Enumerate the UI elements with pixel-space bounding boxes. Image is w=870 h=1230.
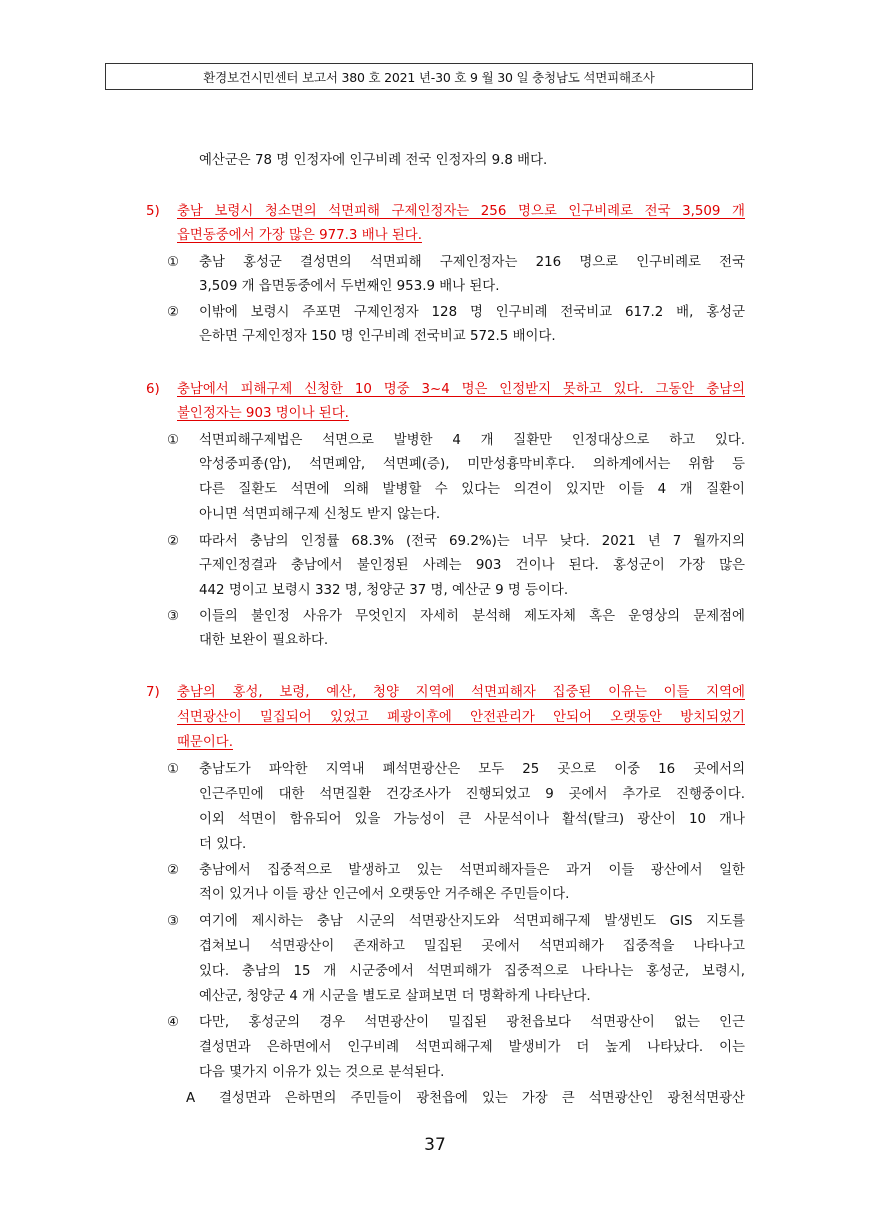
- item-marker: ③: [167, 609, 180, 624]
- item-line: 구제인정결과 충남에서 불인정된 사례는 903 건이나 된다. 홍성군이 가장 많은: [199, 558, 745, 573]
- item-line: 다만, 홍성군의 경우 석면광산이 밀집된 광천읍보다 석면광산이 없는 인근: [199, 1015, 745, 1030]
- item-line: 있다. 충남의 15 개 시군중에서 석면피해가 집중적으로 나타나는 홍성군, 보령시,: [199, 964, 745, 979]
- item-line: 아니면 석면피해구제 신청도 받지 않는다.: [199, 507, 441, 522]
- item-line: 충남에서 집중적으로 발생하고 있는 석면피해자들은 과거 이들 광산에서 일한: [199, 863, 745, 878]
- item-marker: ③: [167, 914, 180, 929]
- page-number: 37: [424, 1135, 446, 1155]
- section-6-heading-line: 불인정자는 903 명이나 된다.: [177, 406, 349, 421]
- item-line: 결성면과 은하면에서 인구비례 석면피해구제 발생비가 더 높게 나타났다. 이는: [199, 1040, 745, 1055]
- section-6-heading-line: 충남에서 피해구제 신청한 10 명중 3~4 명은 인정받지 못하고 있다. 그동안 충남의: [177, 382, 745, 397]
- section-7-heading-line: 때문이다.: [177, 735, 233, 750]
- item-line: 적이 있거나 이들 광산 인근에서 오랫동안 거주해온 주민들이다.: [199, 887, 570, 902]
- item-marker: ①: [167, 762, 180, 777]
- item-line: 이밖에 보령시 주포면 구제인정자 128 명 인구비례 전국비교 617.2 배, 홍성군: [199, 305, 745, 320]
- item-line: 충남 홍성군 결성면의 석면피해 구제인정자는 216 명으로 인구비례로 전국: [199, 255, 745, 270]
- item-line: 예산군, 청양군 4 개 시군을 별도로 살펴보면 더 명확하게 나타난다.: [199, 989, 591, 1004]
- item-marker: ②: [167, 863, 180, 878]
- item-marker: ④: [167, 1015, 180, 1030]
- item-line: 여기에 제시하는 충남 시군의 석면광산지도와 석면피해구제 발생빈도 GIS 지도를: [199, 914, 745, 929]
- item-line: 충남도가 파악한 지역내 폐석면광산은 모두 25 곳으로 이중 16 곳에서의: [199, 762, 745, 777]
- item-line: 다음 몇가지 이유가 있는 것으로 분석된다.: [199, 1065, 445, 1080]
- item-line: 따라서 충남의 인정률 68.3% (전국 69.2%)는 너무 낮다. 2021 년 7 월까지의: [199, 534, 745, 549]
- section-5-number: 5): [146, 204, 160, 219]
- section-7-number: 7): [146, 685, 160, 700]
- section-6-number: 6): [146, 382, 160, 397]
- item-marker: ②: [167, 534, 180, 549]
- report-header: 환경보건시민센터 보고서 380 호 2021 년-30 호 9 월 30 일 충청남도 석면피해조사: [105, 63, 753, 90]
- sub-item-marker: A: [186, 1091, 196, 1106]
- item-line: 은하면 구제인정자 150 명 인구비례 전국비교 572.5 배이다.: [199, 329, 556, 344]
- item-marker: ①: [167, 255, 180, 270]
- item-line: 더 있다.: [199, 837, 247, 852]
- item-marker: ①: [167, 433, 180, 448]
- sub-item-line: 결성면과 은하면의 주민들이 광천읍에 있는 가장 큰 석면광산인 광천석면광산: [219, 1091, 745, 1106]
- item-line: 겹쳐보니 석면광산이 존재하고 밀집된 곳에서 석면피해가 집중적을 나타나고: [199, 939, 745, 954]
- section-5-heading-line: 충남 보령시 청소면의 석면피해 구제인정자는 256 명으로 인구비례로 전국 3,509 개: [177, 204, 745, 219]
- item-line: 442 명이고 보령시 332 명, 청양군 37 명, 예산군 9 명 등이다.: [199, 583, 569, 598]
- section-5-heading-line: 읍면동중에서 가장 많은 977.3 배나 된다.: [177, 228, 422, 243]
- intro-line: 예산군은 78 명 인정자에 인구비례 전국 인정자의 9.8 배다.: [199, 153, 548, 168]
- item-line: 악성중피종(암), 석면폐암, 석면폐(증), 미만성흉막비후다. 의하계에서는 위함 등: [199, 457, 745, 472]
- section-7-heading-line: 석면광산이 밀집되어 있었고 폐광이후에 안전관리가 안되어 오랫동안 방치되었기: [177, 710, 745, 725]
- section-7-heading-line: 충남의 홍성, 보령, 예산, 청양 지역에 석면피해자 집중된 이유는 이들 지역에: [177, 685, 745, 700]
- item-line: 대한 보완이 필요하다.: [199, 633, 329, 648]
- item-line: 이외 석면이 함유되어 있을 가능성이 큰 사문석이나 활석(탈크) 광산이 10 개나: [199, 812, 745, 827]
- item-line: 인근주민에 대한 석면질환 건강조사가 진행되었고 9 곳에서 추가로 진행중이다.: [199, 787, 745, 802]
- item-line: 석면피해구제법은 석면으로 발병한 4 개 질환만 인정대상으로 하고 있다.: [199, 433, 745, 448]
- item-marker: ②: [167, 305, 180, 320]
- item-line: 다른 질환도 석면에 의해 발병할 수 있다는 의견이 있지만 이들 4 개 질환이: [199, 482, 745, 497]
- item-line: 이들의 불인정 사유가 무엇인지 자세히 분석해 제도자체 혹은 운영상의 문제점에: [199, 609, 745, 624]
- item-line: 3,509 개 읍면동중에서 두번째인 953.9 배나 된다.: [199, 279, 500, 294]
